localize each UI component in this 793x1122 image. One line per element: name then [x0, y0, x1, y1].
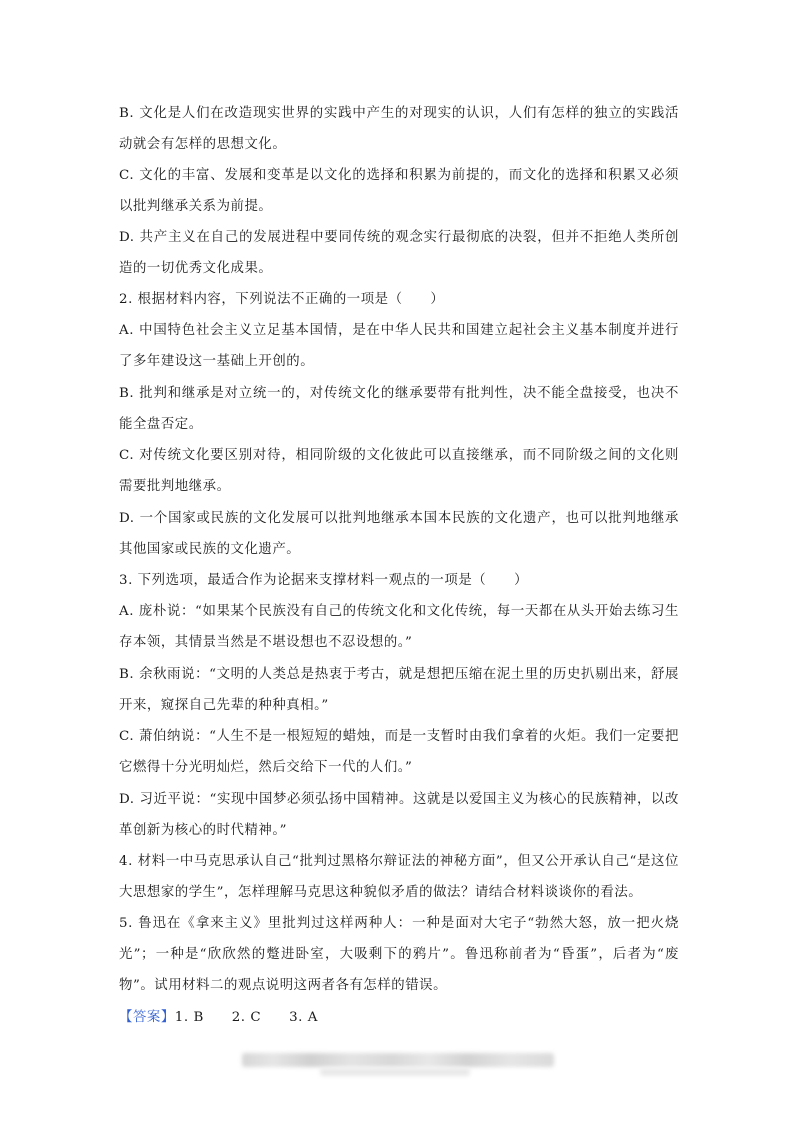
option-1d: D. 共产主义在自己的发展进程中要同传统的观念实行最彻底的决裂，但并不拒绝人类所创造的一切优秀文化成果。: [119, 230, 679, 276]
option-2b: B. 批判和继承是对立统一的，对传统文化的继承要带有批判性，决不能全盘接受，也决不能全盘否定。: [119, 386, 679, 432]
question-3: 3. 下列选项，最适合作为论据来支撑材料一观点的一项是（ ）: [119, 573, 529, 588]
option-2d: D. 一个国家或民族的文化发展可以批判地继承本国本民族的文化遗产，也可以批判地继承其他国家或民族的文化遗产。: [119, 511, 679, 557]
blurred-watermark-secondary: [320, 1068, 470, 1076]
option-3c: C. 萧伯纳说：“人生不是一根短短的蜡烛，而是一支暂时由我们拿着的火炬。我们一定要把它燃得十分光明灿烂，然后交给下一代的人们。”: [119, 729, 679, 775]
option-1c: C. 文化的丰富、发展和变革是以文化的选择和积累为前提的，而文化的选择和积累又必须以批判继承关系为前提。: [119, 168, 679, 214]
option-2c: C. 对传统文化要区别对待，相同阶级的文化彼此可以直接继承，而不同阶级之间的文化则需要批判地继承。: [119, 448, 679, 494]
answer-tag: 【答案】: [119, 1010, 175, 1025]
option-1b: B. 文化是人们在改造现实世界的实践中产生的对现实的认识，人们有怎样的独立的实践活动就会有怎样的思想文化。: [119, 106, 679, 152]
option-3a: A. 庞朴说：“如果某个民族没有自己的传统文化和文化传统，每一天都在从头开始去练习生存本领，其情景当然是不堪设想也不忍设想的。”: [119, 604, 679, 650]
question-4: 4. 材料一中马克思承认自己“批判过黑格尔辩证法的神秘方面”，但又公开承认自己“是这位大思想家的学生”，怎样理解马克思这种貌似矛盾的做法？请结合材料谈谈你的看法。: [119, 854, 679, 900]
answer-text: 1. B 2. C 3. A: [174, 1010, 318, 1025]
answer-line: [119, 1002, 679, 1033]
option-2a: A. 中国特色社会主义立足基本国情，是在中华人民共和国建立起社会主义基本制度并进行了多年建设这一基础上开创的。: [119, 323, 679, 369]
blurred-watermark: [242, 1053, 554, 1067]
option-3d: D. 习近平说：“实现中国梦必须弘扬中国精神。这就是以爱国主义为核心的民族精神，以改革创新为核心的时代精神。”: [119, 792, 679, 838]
option-3b: B. 余秋雨说：“文明的人类总是热衷于考古，就是想把压缩在泥土里的历史扒剔出来，舒展开来，窥探自己先辈的种种真相。”: [119, 667, 679, 713]
question-5: 5. 鲁迅在《拿来主义》里批判过这样两种人：一种是面对大宅子“勃然大怒，放一把火烧光”；一种是“欣欣然的蹩进卧室，大吸剩下的鸦片”。鲁迅称前者为“昏蛋”，后者为“废物”。试用材料二的观点说明这两者各有怎样的错误。: [119, 916, 679, 993]
question-2: 2. 根据材料内容，下列说法不正确的一项是（ ）: [119, 292, 445, 307]
